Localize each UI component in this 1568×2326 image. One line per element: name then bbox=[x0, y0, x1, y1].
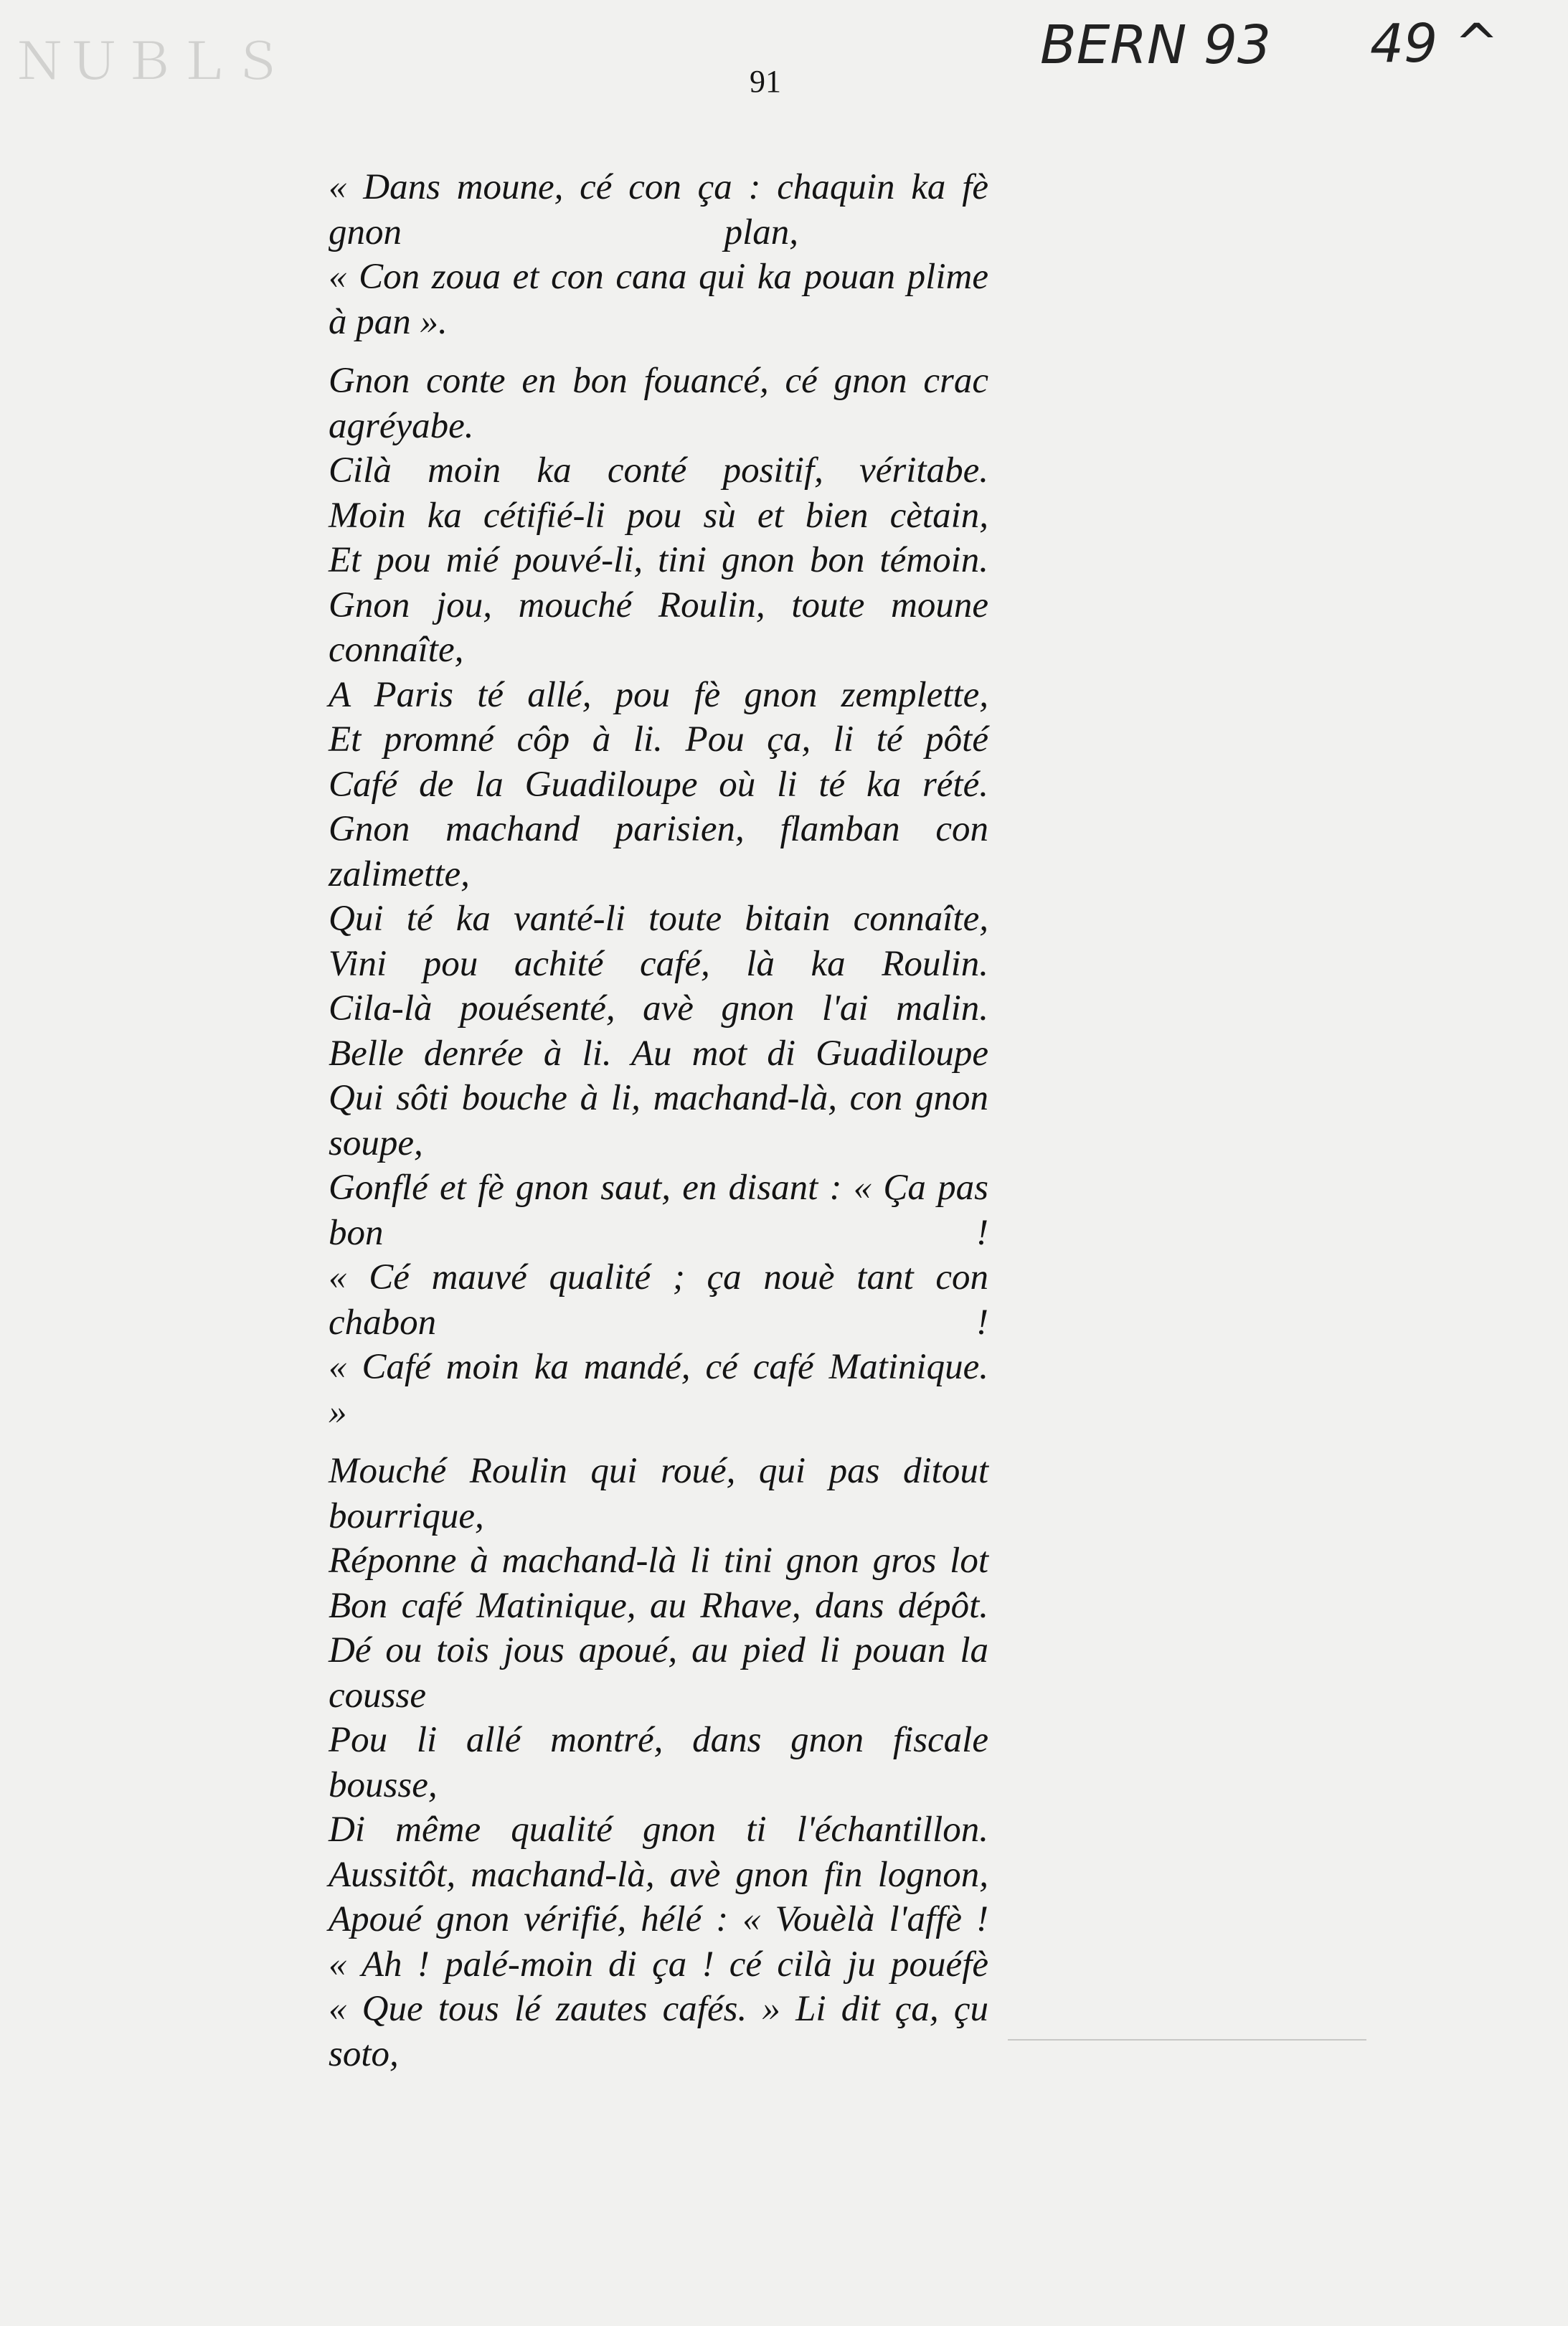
bleed-through-header: ＮＵＢＬＳ bbox=[14, 35, 287, 90]
poem-line: bourrique, bbox=[329, 1495, 484, 1536]
poem-line: à pan ». bbox=[329, 301, 448, 342]
poem-line: Gnon machand parisien, flamban con bbox=[329, 809, 988, 849]
poem-line-part: ! bbox=[976, 1212, 988, 1253]
poem-line: « Ah ! palé-moin di ça ! cé cilà ju pouéfè bbox=[329, 1944, 988, 1985]
poem-line: Bon café Matinique, au Rhave, dans dépôt. bbox=[329, 1585, 988, 1626]
poem-line: Et pou mié pouvé-li, tini gnon bon témoin. bbox=[329, 540, 988, 580]
poem-line: Qui té ka vanté-li toute bitain connaîte, bbox=[329, 899, 988, 939]
poem-line: Cila-là pouésenté, avè gnon l'ai malin. bbox=[329, 988, 988, 1029]
poem-line: « Dans moune, cé con ça : chaquin ka fè bbox=[329, 167, 988, 207]
poem-line-part: plan, bbox=[724, 212, 798, 252]
poem-line: « Cé mauvé qualité ; ça nouè tant con bbox=[329, 1257, 988, 1297]
archive-mark-1: BERN 93 bbox=[1040, 14, 1271, 76]
page-number: 91 bbox=[750, 64, 781, 99]
poem-line: soupe, bbox=[329, 1122, 423, 1163]
poem-line: Mouché Roulin qui roué, qui pas ditout bbox=[329, 1451, 988, 1491]
poem-line: Vini pou achité café, là ka Roulin. bbox=[329, 943, 988, 984]
poem-line: « Café moin ka mandé, cé café Matinique. bbox=[329, 1347, 988, 1387]
poem-line: agréyabe. bbox=[329, 405, 474, 446]
poem-line: Cilà moin ka conté positif, véritabe. bbox=[329, 450, 988, 491]
poem-line: Qui sôti bouche à li, machand-là, con gnon bbox=[329, 1078, 988, 1118]
archive-mark-2: 49 ^ bbox=[1370, 13, 1499, 75]
poem-line-part: chabon bbox=[329, 1302, 437, 1343]
poem-line bbox=[329, 1211, 988, 1256]
poem-line: Aussitôt, machand-là, avè gnon fin lognon, bbox=[329, 1854, 988, 1895]
poem-line: Gonflé et fè gnon saut, en disant : « Ça pas bbox=[329, 1168, 988, 1208]
poem-line: cousse bbox=[329, 1675, 426, 1716]
poem-line: Gnon conte en bon fouancé, cé gnon crac bbox=[329, 361, 988, 401]
poem-line: A Paris té allé, pou fè gnon zemplette, bbox=[329, 674, 988, 715]
poem-body bbox=[329, 165, 988, 2076]
poem-line bbox=[329, 210, 988, 255]
poem-line: zalimette, bbox=[329, 854, 470, 894]
poem-line: « Con zoua et con cana qui ka pouan plime bbox=[329, 257, 988, 297]
poem-line: Gnon jou, mouché Roulin, toute moune bbox=[329, 585, 988, 625]
poem-line-part: gnon bbox=[329, 212, 402, 252]
poem-line: Dé ou tois jous apoué, au pied li pouan la bbox=[329, 1630, 988, 1670]
poem-line: Pou li allé montré, dans gnon fiscale bbox=[329, 1720, 988, 1760]
poem-line: Moin ka cétifié-li pou sù et bien cètain, bbox=[329, 495, 988, 536]
poem-line bbox=[329, 1300, 988, 1346]
poem-line-part: ! bbox=[976, 1302, 988, 1343]
poem-line: Café de la Guadiloupe où li té ka rété. bbox=[329, 764, 988, 805]
poem-line: bousse, bbox=[329, 1764, 438, 1805]
poem-line: connaîte, bbox=[329, 630, 464, 670]
poem-line: Et promné côp à li. Pou ça, li té pôté bbox=[329, 719, 988, 760]
poem-line: soto, bbox=[329, 2033, 399, 2074]
footnote-rule bbox=[1008, 2039, 1366, 2041]
poem-line: Réponne à machand-là li tini gnon gros lot bbox=[329, 1541, 988, 1581]
poem-line-part: bon bbox=[329, 1212, 384, 1253]
poem-line: Apoué gnon vérifié, hélé : « Vouèlà l'affè ! bbox=[329, 1899, 988, 1939]
poem-line: Di même qualité gnon ti l'échantillon. bbox=[329, 1810, 988, 1850]
poem-line: « Que tous lé zautes cafés. » Li dit ça, çu bbox=[329, 1989, 988, 2029]
poem-line: » bbox=[329, 1391, 347, 1432]
poem-line: Belle denrée à li. Au mot di Guadiloupe bbox=[329, 1033, 988, 1074]
archive-mark bbox=[1033, 0, 1564, 93]
